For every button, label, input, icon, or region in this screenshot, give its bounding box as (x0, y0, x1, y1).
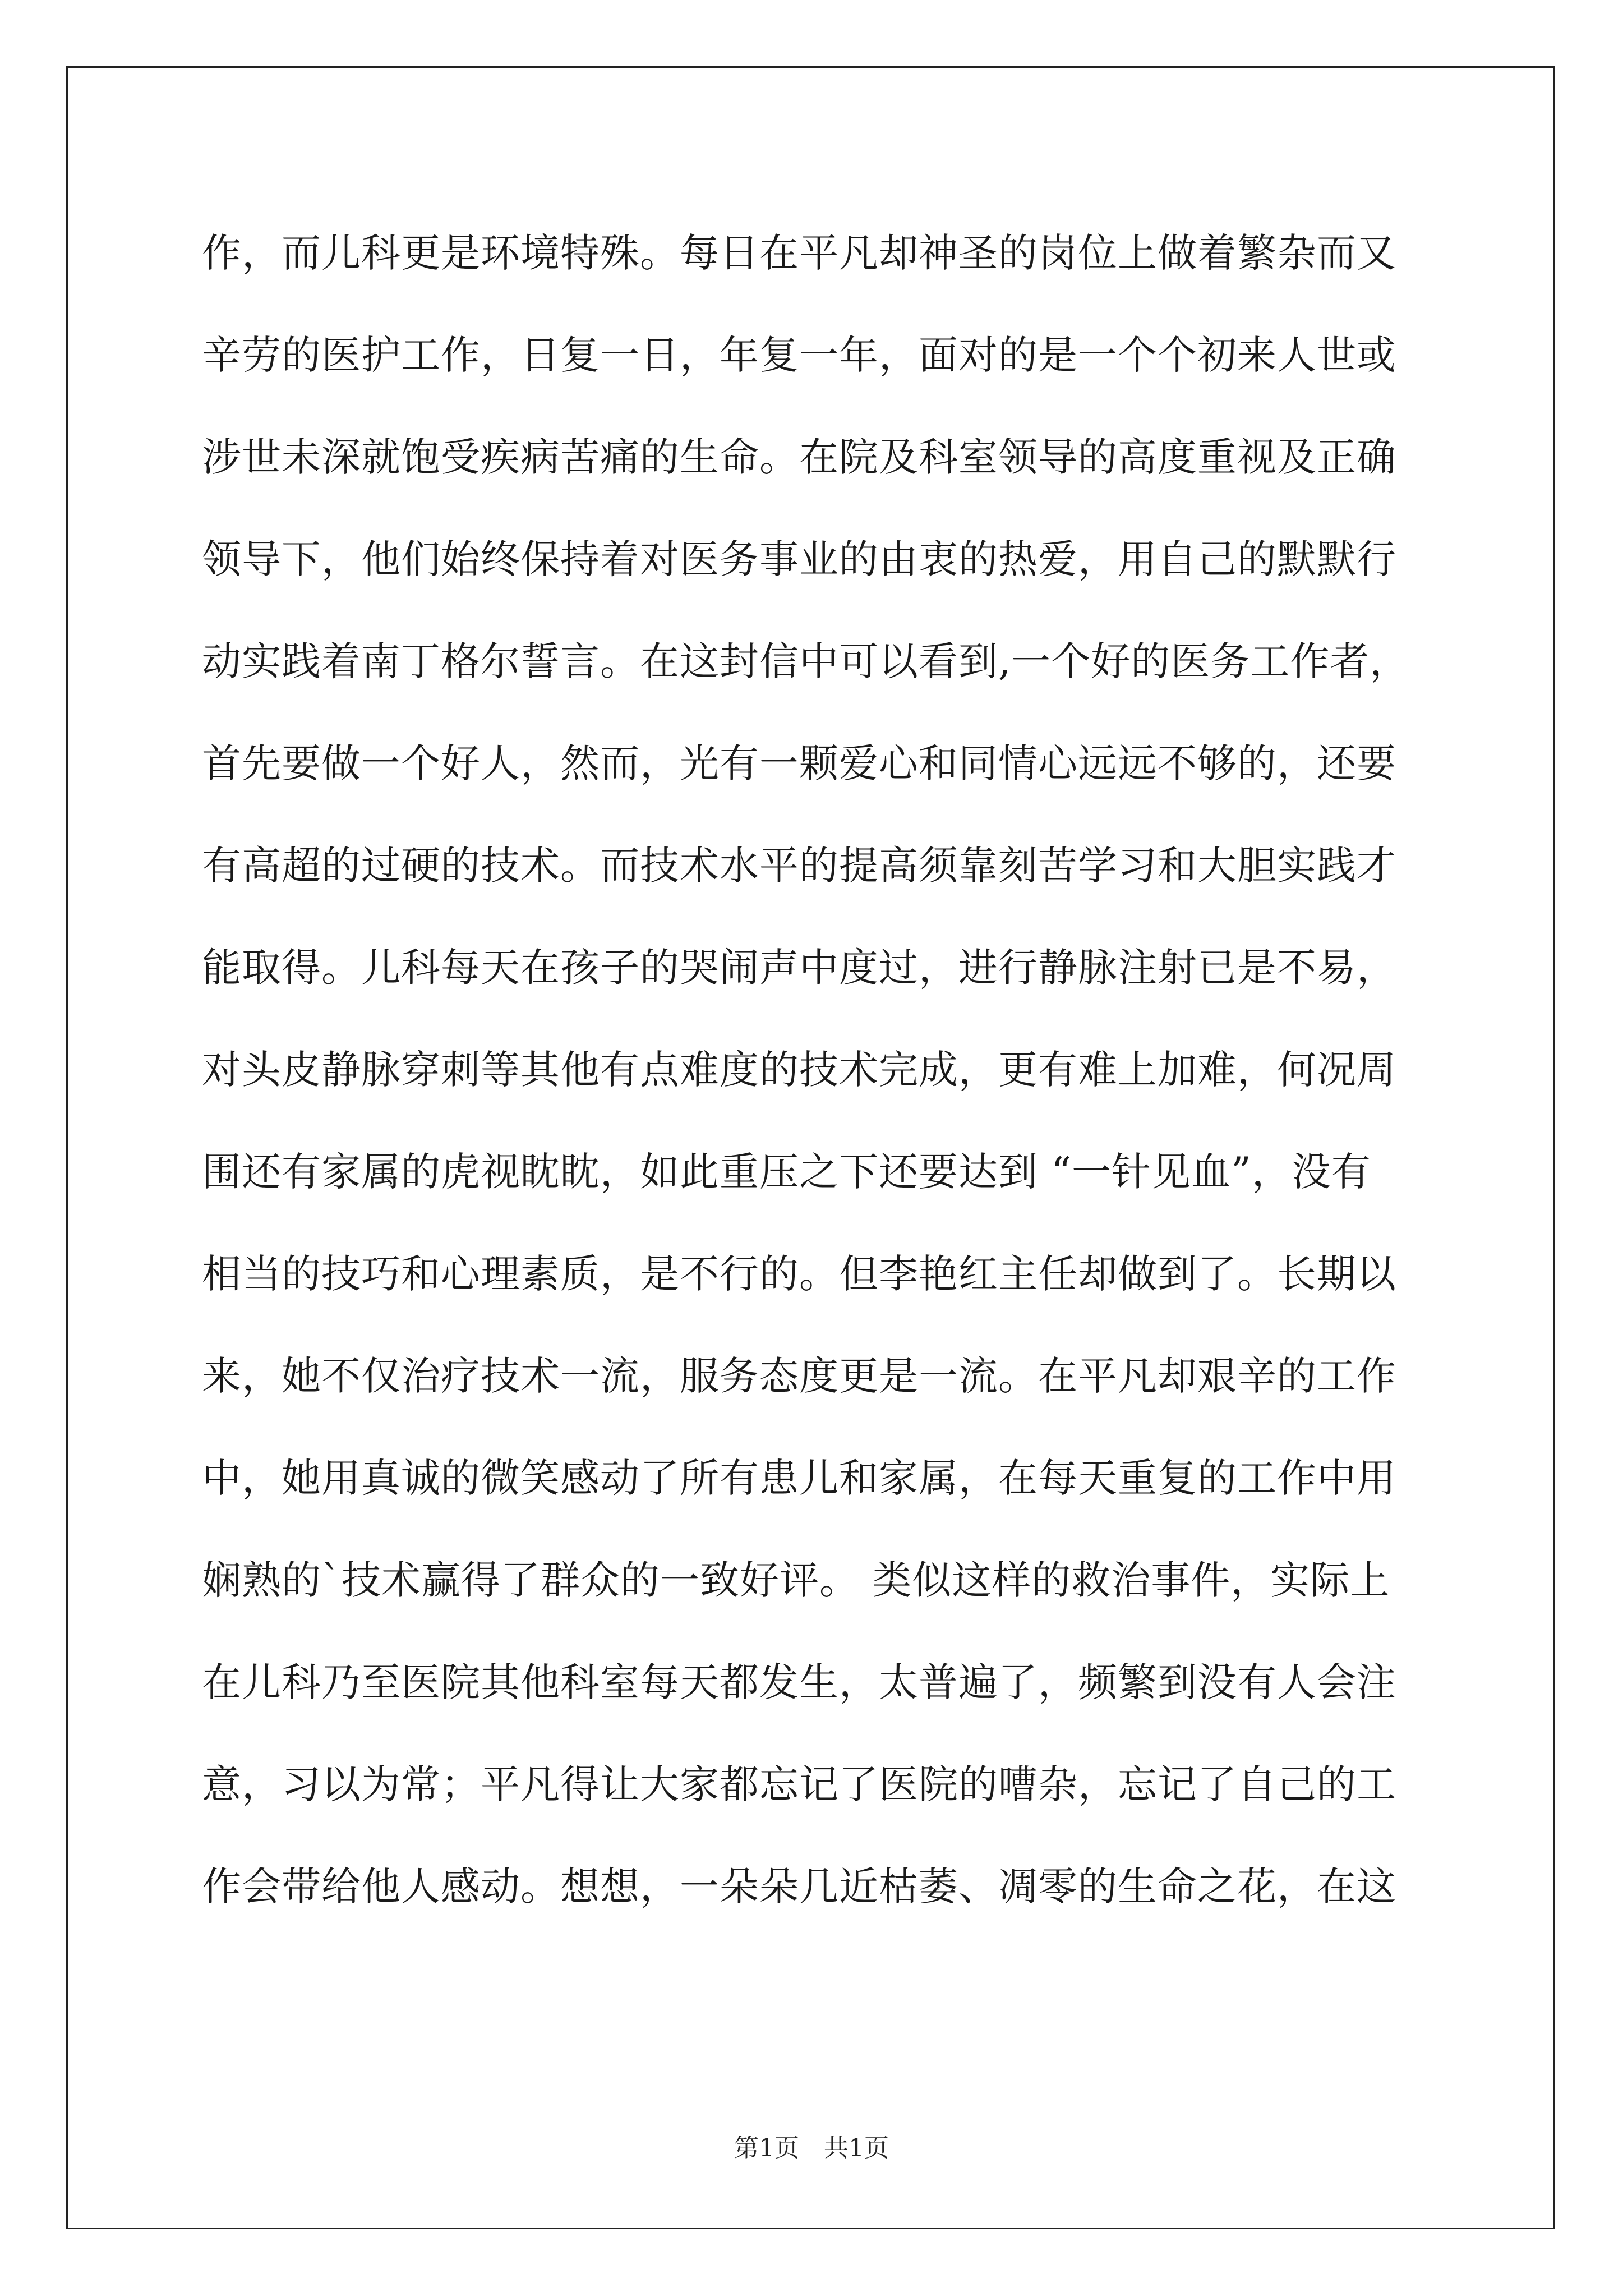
text-line: 对头皮静脉穿刺等其他有点难度的技术完成，更有难上加难，何况周 (202, 1047, 1396, 1093)
page-number-footer: 第1页 共1页 (734, 2134, 889, 2162)
text-line: 来，她不仅治疗技术一流，服务态度更是一流。在平凡却艰辛的工作 (202, 1353, 1396, 1399)
document-body (202, 202, 1424, 1938)
text-line: 意，习以为常；平凡得让大家都忘记了医院的嘈杂，忘记了自己的工 (202, 1761, 1396, 1807)
text-line: 辛劳的医护工作，日复一日，年复一年，面对的是一个个初来人世或 (202, 332, 1396, 378)
text-line: 相当的技巧和心理素质，是不行的。但李艳红主任却做到了。长期以 (202, 1251, 1396, 1297)
text-line: 首先要做一个好人，然而，光有一颗爱心和同情心远远不够的，还要 (202, 740, 1396, 786)
text-line: 围还有家属的虎视眈眈，如此重压之下还要达到 “一针见血”，没有 (202, 1149, 1371, 1195)
text-line: 在儿科乃至医院其他科室每天都发生，太普遍了，频繁到没有人会注 (202, 1659, 1396, 1705)
text-line: 领导下，他们始终保持着对医务事业的由衷的热爱，用自己的默默行 (202, 536, 1396, 582)
text-line: 能取得。儿科每天在孩子的哭闹声中度过，进行静脉注射已是不易， (202, 945, 1396, 991)
text-line: 作，而儿科更是环境特殊。每日在平凡却神圣的岗位上做着繁杂而又 (202, 230, 1396, 276)
text-line: 涉世未深就饱受疾病苦痛的生命。在院及科室领导的高度重视及正确 (202, 434, 1396, 480)
text-line: 有高超的过硬的技术。而技术水平的提高须靠刻苦学习和大胆实践才 (202, 843, 1396, 889)
text-line: 娴熟的`技术赢得了群众的一致好评。 类似这样的救治事件，实际上 (202, 1557, 1390, 1603)
text-line: 动实践着南丁格尔誓言。在这封信中可以看到,一个好的医务工作者， (202, 638, 1410, 684)
text-line: 中，她用真诚的微笑感动了所有患儿和家属，在每天重复的工作中用 (202, 1455, 1396, 1501)
text-line: 作会带给他人感动。想想，一朵朵几近枯萎、凋零的生命之花，在这 (202, 1864, 1396, 1910)
